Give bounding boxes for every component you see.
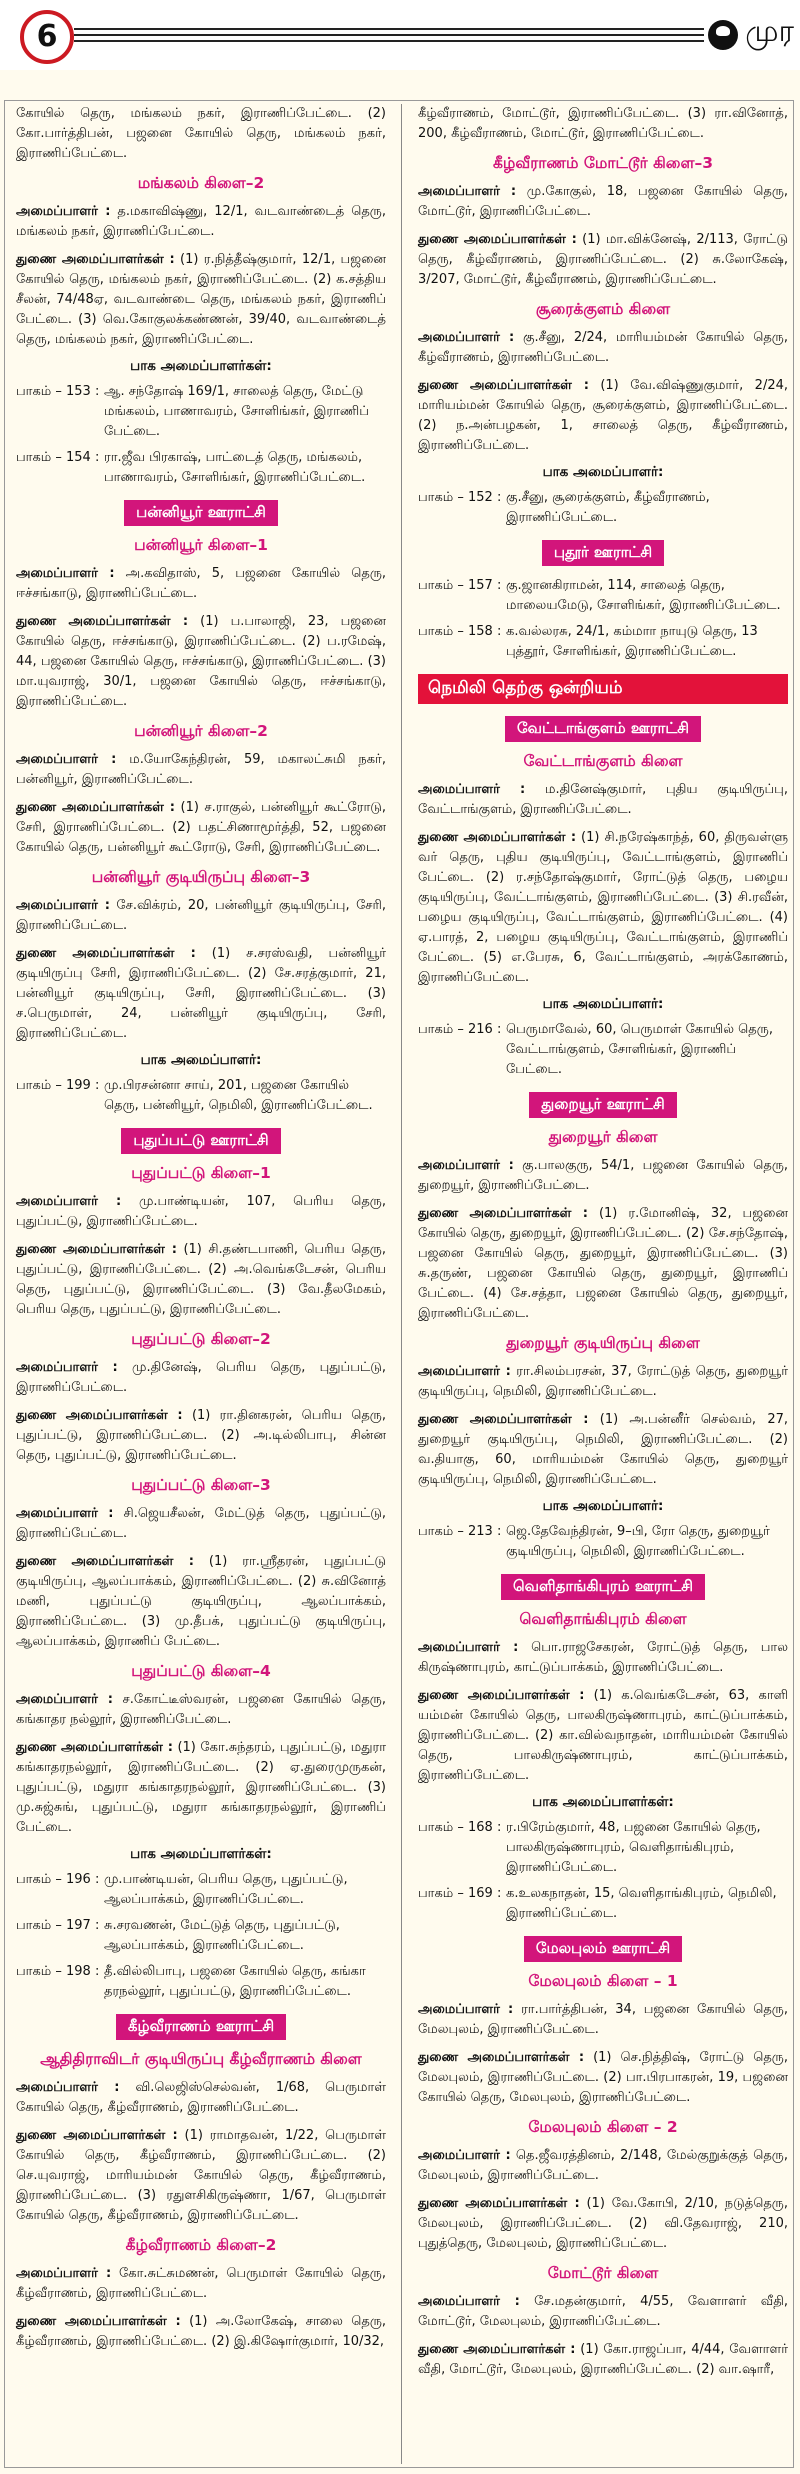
entry-text: கோயில் தெரு, மங்கலம் நகர், இராணிப்பேட்டை. (2) கோ.பார்த்திபன், பஜனை கோயில் தெரு, மங்கலம் நகர், இராணிப்பேட்டை. — [16, 106, 386, 161]
role-label: துணை அமைப்பாளர்கள் : — [418, 378, 589, 393]
entry-paragraph — [16, 944, 386, 1044]
entry-text: (1) ரா.ஸ்ரீதரன், புதுப்பட்டு குடியிருப்பு, ஆலப்பாக்கம், இராணிப்பேட்டை. (2) சு.வினோத் மணி, புதுப்பட்டு குடியிருப்பு, ஆலப்பாக்கம், இராணிப்பேட்டை. (3) மு.தீபக், புதுப்பட்டு குடியிருப்பு, ஆலப்பாக்கம், இராணிப் பேட்டை. — [16, 1554, 386, 1649]
role-label: அமைப்பாளர் : — [16, 752, 117, 767]
branch-heading: கீழ்வீராணம் மோட்டூர் கிளை–3 — [493, 154, 713, 172]
left-column — [16, 104, 386, 2360]
booth-row — [418, 1020, 788, 1080]
booth-row — [418, 1884, 788, 1924]
entry-text: மு.பாண்டியன், 107, பெரிய தெரு, புதுப்பட்டு, இராணிப்பேட்டை. — [16, 1194, 386, 1229]
role-label: அமைப்பாளர் : — [418, 330, 515, 345]
role-label: துணை அமைப்பாளர்கள் : — [418, 1206, 588, 1221]
entry-text: (1) வே.கோபி, 2/10, நடுத்தெரு, மேலபுலம், இராணிப்பேட்டை. (2) வி.தேவராஜ், 210, புதுத்தெரு, மேலபுலம், இராணிப்பேட்டை. — [418, 2196, 788, 2251]
booth-organisers-heading: பாக அமைப்பாளர்: — [140, 1052, 262, 1068]
entry-text: (1) ச.சரஸ்வதி, பன்னியூர் குடியிருப்பு சேரி, இராணிப்பேட்டை. (2) சே.சரத்குமார், 21, பன்னியூர் குடியிருப்பு, சேரி, இராணிப்பேட்டை. (3) ச.பெருமாள், 24, பன்னியூர் குடியிருப்பு, சேரி, இராணிப்பேட்டை. — [16, 946, 386, 1041]
role-label: துணை அமைப்பாளர்கள் : — [16, 2314, 181, 2329]
entry-paragraph — [418, 828, 788, 988]
role-label: துணை அமைப்பாளர்கள் : — [16, 946, 196, 961]
booth-organiser: க.வல்லரசு, 24/1, கம்மாா நாயுடு தெரு, 13 புத்தூர், சோளிங்கர், இராணிப்பேட்டை. — [506, 624, 758, 659]
booth-number: பாகம் – 154 : — [16, 450, 100, 465]
entry-paragraph — [418, 1362, 788, 1402]
entry-paragraph — [418, 1156, 788, 1196]
role-label: துணை அமைப்பாளர்கள் : — [16, 614, 189, 629]
role-label: துணை அமைப்பாளர்கள் : — [16, 2128, 178, 2143]
page-header — [0, 0, 800, 70]
branch-heading: பன்னியூர் கிளை–2 — [134, 722, 268, 740]
entry-paragraph — [418, 182, 788, 222]
entry-text: (1) வே.விஷ்ணுகுமார், 2/24, மாரியம்மன் கோயில் தெரு, சூரைக்குளம், இராணிப்பேட்டை. (2) ந.அன்பழகன், 1, சாலைத் தெரு, கீழ்வீராணம், இராணிப்பேட்டை. — [418, 378, 788, 453]
entry-text: (1) அ.பன்னீர் செல்வம், 27, துறையூர் குடியிருப்பு, நெமிலி, இராணிப்பேட்டை. (2) வ.தியாகு, 60, மாரியம்மன் கோயில் தெரு, துறையூர் குடியிருப்பு, நெமிலி, இராணிப்பேட்டை. — [418, 1412, 788, 1487]
branch-heading: மேலபுலம் கிளை – 2 — [528, 2118, 678, 2136]
entry-paragraph — [16, 2078, 386, 2118]
branch-heading: மேலபுலம் கிளை – 1 — [528, 1972, 678, 1990]
booth-row — [16, 1916, 386, 1956]
entry-text: கு.சீனு, 2/24, மாரியம்மன் கோயில் தெரு, கீழ்வீராணம், இராணிப்பேட்டை. — [418, 330, 788, 365]
branch-heading: மோட்டூர் கிளை — [547, 2264, 659, 2282]
booth-row — [418, 1522, 788, 1562]
entry-paragraph — [16, 896, 386, 936]
role-label: அமைப்பாளர் : — [418, 1158, 514, 1173]
entry-text: ம.தினேஷ்குமார், புதிய குடியிருப்பு, வேட்டாங்குளம், இராணிப்பேட்டை. — [418, 782, 788, 817]
booth-row — [16, 1870, 386, 1910]
panchayat-heading: துறையூர் ஊராட்சி — [529, 1092, 677, 1118]
panchayat-band — [16, 500, 386, 526]
branch-heading: வெளிதாங்கிபுரம் கிளை — [519, 1610, 687, 1628]
entry-text: (1) சி.நரேஷ்காந்த், 60, திருவள்ளு வர் தெரு, புதிய குடியிருப்பு, வேட்டாங்குளம், இராணிப் பேட்டை. (2) ர.சந்தோஷ்குமார், ரோட்டுத் தெரு, பழைய குடியிருப்பு, வேட்டாங்குளம், இராணிப்பேட்டை. (3) சி.ரவீன், பழைய குடியிருப்பு, வேட்டாங்குளம், இராணிப்பேட்டை. (4) ஏ.பாரத், 2, பழைய குடியிருப்பு, வேட்டாங்குளம், இராணிப் பேட்டை. (5) எ.பேரசு, 6, வேட்டாங்குளம், அரக்கோணம், இராணிப்பேட்டை. — [418, 830, 788, 985]
union-heading: நெமிலி தெற்கு ஒன்றியம் — [418, 674, 788, 704]
booth-row — [16, 382, 386, 442]
role-label: துணை அமைப்பாளர்கள் : — [418, 2342, 576, 2357]
role-label: துணை அமைப்பாளர்கள் : — [418, 1688, 585, 1703]
booth-row — [418, 622, 788, 662]
entry-paragraph — [16, 250, 386, 350]
entry-paragraph — [16, 1504, 386, 1544]
branch-heading: புதுப்பட்டு கிளை–4 — [131, 1662, 271, 1680]
booth-number: பாகம் – 153 : — [16, 384, 100, 399]
role-label: துணை அமைப்பாளர்கள் : — [418, 1412, 589, 1427]
entry-paragraph — [16, 1552, 386, 1652]
booth-organiser: ஆ. சந்தோஷ் 169/1, சாலைத் தெரு, மேட்டு மங்கலம், பாணாவரம், சோளிங்கர், இராணிப் பேட்டை. — [104, 384, 369, 439]
entry-text: ம.யோகேந்திரன், 59, மகாலட்சுமி நகர், பன்னியூர், இராணிப்பேட்டை. — [16, 752, 386, 787]
booth-row — [418, 1818, 788, 1878]
role-label: அமைப்பாளர் : — [16, 2080, 120, 2095]
booth-organiser: கு.ஜானகிராமன், 114, சாலைத் தெரு, மாலையமேடு, சோளிங்கர், இராணிப்பேட்டை. — [506, 578, 781, 613]
panchayat-band — [16, 1128, 386, 1154]
entry-paragraph — [418, 2340, 788, 2380]
branch-heading: துறையூர் கிளை — [548, 1128, 658, 1146]
entry-text: (1) ர.நித்தீஷ்குமார், 12/1, பஜனை கோயில் தெரு, மங்கலம் நகர், இராணிப்பேட்டை. (2) க.சத்திய சீலன், 74/48ஏ, வடவாண்டை தெரு, மங்கலம் நகர், இராணிப் பேட்டை. (3) வெ.கோகுலக்கண்ணன், 39/40, வடவாண்டைத் தெரு, மங்கலம் நகர், இராணிப்பேட்டை. — [16, 252, 386, 347]
role-label: துணை அமைப்பாளர்கள் : — [16, 1408, 183, 1423]
entry-text: அ.கவிதாஸ், 5, பஜனை கோயில் தெரு, ஈச்சங்காடு, இராணிப்பேட்டை. — [16, 566, 386, 601]
booth-organiser: மு.பிரசன்னா சாய், 201, பஜனை கோயில் தெரு, பன்னியூர், நெமிலி, இராணிப்பேட்டை. — [104, 1078, 373, 1113]
panchayat-band — [418, 540, 788, 566]
branch-heading: துறையூர் குடியிருப்பு கிளை — [506, 1334, 700, 1352]
entry-text: மு.கோகுல், 18, பஜனை கோயில் தெரு, மோட்டூர், இராணிப்பேட்டை. — [418, 184, 789, 219]
entry-paragraph — [16, 564, 386, 604]
right-column — [418, 104, 788, 2388]
entry-paragraph — [16, 2126, 386, 2226]
entry-text: (1) க.வெங்கடேசன், 63, காளி யம்மன் கோயில் தெரு, பாலகிருஷ்ணாபுரம், காட்டுப்பாக்கம், இராணிப்பேட்டை. (2) கா.வில்வநாதன், மாரியம்மன் கோயில் தெரு, பாலகிருஷ்ணாபுரம், காட்டுப்பாக்கம், இராணிப்பேட்டை. — [418, 1688, 788, 1783]
entry-paragraph — [16, 2312, 386, 2352]
entry-text: வி.லெஜிஸ்செல்வன், 1/68, பெருமாள் கோயில் தெரு, கீழ்வீராணம், இராணிப்பேட்டை. — [16, 2080, 386, 2115]
booth-number: பாகம் – 197 : — [16, 1918, 100, 1933]
booth-organisers-heading: பாக அமைப்பாளர்: — [542, 464, 664, 480]
entry-text: (1) கோ.சுந்தரம், புதுப்பட்டு, மதுரா கங்காதரநல்லூர், இராணிப்பேட்டை. (2) ஏ.துரைமுருகன், புதுப்பட்டு, மதுரா கங்காதரநல்லூர், இராணிப்பேட்டை. (3) மு.சுஜ்சுங், புதுப்பட்டு, மதுரா கங்காதரநல்லூர், இராணிப் பேட்டை. — [16, 1740, 386, 1835]
branch-heading: மங்கலம் கிளை–2 — [137, 174, 265, 192]
booth-number: பாகம் – 157 : — [418, 578, 502, 593]
panchayat-band — [16, 2014, 386, 2040]
panchayat-band — [418, 1936, 788, 1962]
role-label: அமைப்பாளர் : — [16, 898, 110, 913]
entry-paragraph — [16, 104, 386, 164]
branch-heading: சூரைக்குளம் கிளை — [535, 300, 671, 318]
booth-row — [16, 448, 386, 488]
entry-text: த.மகாவிஷ்ணு, 12/1, வடவாண்டைத் தெரு, மங்கலம் நகர், இராணிப்பேட்டை. — [16, 204, 386, 239]
entry-text: கோ.சுட்சுமணன், பெருமாள் கோயில் தெரு, கீழ்வீராணம், இராணிப்பேட்டை. — [16, 2266, 386, 2301]
entry-paragraph — [16, 2264, 386, 2304]
entry-paragraph — [16, 1690, 386, 1730]
entry-paragraph — [16, 750, 386, 790]
entry-paragraph — [418, 1686, 788, 1786]
panchayat-heading: புதுப்பட்டு ஊராட்சி — [121, 1128, 280, 1154]
entry-paragraph — [418, 1410, 788, 1490]
entry-paragraph — [16, 798, 386, 858]
entry-text: (1) கோ.ராஜப்பா, 4/44, வேளாளர் வீதி, மோட்டூர், மேலபுலம், இராணிப்பேட்டை. (2) வா.ஷாரீ, — [418, 2342, 788, 2377]
entry-text: சி.ஜெயசீலன், மேட்டுத் தெரு, புதுப்பட்டு, இராணிப்பேட்டை. — [16, 1506, 386, 1541]
panchayat-heading: கீழ்வீராணம் ஊராட்சி — [116, 2014, 286, 2040]
role-label: அமைப்பாளர் : — [418, 2148, 511, 2163]
masthead-logo-icon — [708, 20, 738, 50]
entry-text: (1) ராமாதவன், 1/22, பெருமாள் கோயில் தெரு, கீழ்வீராணம், இராணிப்பேட்டை. (2) செ.யுவராஜ், மாரியம்மன் கோயில் தெரு, கீழ்வீராணம், இராணிப்பேட்டை. (3) ரதுளசிகிருஷ்ணா, 1/67, பெருமாள் கோயில் தெரு, கீழ்வீராணம், இராணிப்பேட்டை. — [16, 2128, 386, 2223]
role-label: அமைப்பாளர் : — [418, 1640, 519, 1655]
entry-text: (1) ரா.தினகரன், பெரிய தெரு, புதுப்பட்டு, இராணிப்பேட்டை. (2) அ.டில்லிபாபு, சின்ன தெரு, புதுப்பட்டு, இராணிப்பேட்டை. — [16, 1408, 386, 1463]
booth-organiser: ஜெ.தேவேந்திரன், 9–பி, ரோ தெரு, துறையூர் குடியிருப்பு, நெமிலி, இராணிப்பேட்டை. — [506, 1524, 770, 1559]
booth-organiser: கு.சீனு, சூரைக்குளம், கீழ்வீராணம், இராணிப்பேட்டை. — [506, 490, 710, 525]
entry-text: கீழ்வீராணம், மோட்டூர், இராணிப்பேட்டை. (3) ரா.வினோத், 200, கீழ்வீராணம், மோட்டூர், இராணிப்பேட்டை. — [418, 106, 788, 141]
entry-paragraph — [418, 780, 788, 820]
role-label: துணை அமைப்பாளர்கள் : — [16, 800, 175, 815]
header-rule — [74, 28, 704, 30]
booth-number: பாகம் – 158 : — [418, 624, 502, 639]
entry-paragraph — [16, 1406, 386, 1466]
role-label: அமைப்பாளர் : — [418, 1364, 511, 1379]
entry-text: ரா.சிலம்பரசன், 37, ரோட்டுத் தெரு, துறையூர் குடியிருப்பு, நெமிலி, இராணிப்பேட்டை. — [418, 1364, 788, 1399]
booth-number: பாகம் – 169 : — [418, 1886, 502, 1901]
entry-paragraph — [16, 1240, 386, 1320]
entry-paragraph — [418, 1638, 788, 1678]
branch-heading: புதுப்பட்டு கிளை–2 — [131, 1330, 271, 1348]
entry-paragraph — [16, 1738, 386, 1838]
entry-text: ச.கோட்டீஸ்வரன், பஜனை கோயில் தெரு, கங்காதர நல்லூர், இராணிப்பேட்டை. — [16, 1692, 386, 1727]
role-label: துணை அமைப்பாளர்கள் : — [16, 252, 175, 267]
role-label: அமைப்பாளர் : — [16, 1360, 118, 1375]
entry-paragraph — [418, 2292, 788, 2332]
role-label: துணை அமைப்பாளர்கள் : — [418, 830, 577, 845]
entry-paragraph — [418, 328, 788, 368]
role-label: அமைப்பாளர் : — [16, 1692, 113, 1707]
booth-organisers-heading: பாக அமைப்பாளர்: — [542, 996, 664, 1012]
booth-organiser: பெருமாவேல், 60, பெருமாள் கோயில் தெரு, வேட்டாங்குளம், சோளிங்கர், இராணிப் பேட்டை. — [506, 1022, 773, 1077]
booth-row — [418, 488, 788, 528]
branch-heading: கீழ்வீராணம் கிளை–2 — [125, 2236, 277, 2254]
booth-number: பாகம் – 152 : — [418, 490, 502, 505]
booth-organisers-heading: பாக அமைப்பாளர்கள்: — [130, 1846, 272, 1862]
booth-number: பாகம் – 216 : — [418, 1022, 502, 1037]
entry-paragraph — [418, 1204, 788, 1324]
booth-row — [16, 1076, 386, 1116]
role-label: துணை அமைப்பாளர்கள் : — [418, 232, 577, 247]
entry-paragraph — [16, 202, 386, 242]
entry-paragraph — [16, 1358, 386, 1398]
page-number: 6 — [20, 10, 74, 64]
panchayat-heading: மேலபுலம் ஊராட்சி — [524, 1936, 682, 1962]
entry-text: தெ.ஜீவரத்தினம், 2/148, மேல்குறுக்குத் தெரு, மேலபுலம், இராணிப்பேட்டை. — [418, 2148, 788, 2183]
booth-number: பாகம் – 213 : — [418, 1524, 502, 1539]
entry-text: பொ.ராஜசேகரன், ரோட்டுத் தெரு, பால கிருஷ்ணாபுரம், காட்டுப்பாக்கம், இராணிப்பேட்டை. — [418, 1640, 788, 1675]
booth-row — [16, 1962, 386, 2002]
booth-organisers-heading: பாக அமைப்பாளர்கள்: — [130, 358, 272, 374]
role-label: அமைப்பாளர் : — [16, 566, 115, 581]
booth-number: பாகம் – 196 : — [16, 1872, 100, 1887]
role-label: துணை அமைப்பாளர்கள் : — [16, 1740, 173, 1755]
booth-organisers-heading: பாக அமைப்பாளர்: — [542, 1498, 664, 1514]
branch-heading: புதுப்பட்டு கிளை–1 — [131, 1164, 271, 1182]
entry-text: கு.பாலகுரு, 54/1, பஜனை கோயில் தெரு, துறையூர், இராணிப்பேட்டை. — [418, 1158, 788, 1193]
branch-heading: பன்னியூர் குடியிருப்பு கிளை–3 — [91, 868, 311, 886]
panchayat-heading: பன்னியூர் ஊராட்சி — [124, 500, 278, 526]
masthead-title: முர — [745, 14, 794, 49]
role-label: அமைப்பாளர் : — [16, 1194, 122, 1209]
panchayat-heading: வெளிதாங்கிபுரம் ஊராட்சி — [501, 1574, 705, 1600]
entry-text: (1) ர.மோனிஷ், 32, பஜனை கோயில் தெரு, துறையூர், இராணிப்பேட்டை. (2) சே.சந்தோஷ், பஜனை கோயில் தெரு, துறையூர், இராணிப்பேட்டை. (3) சு.தருண், பஜனை கோயில் தெரு, துறையூர், இராணிப் பேட்டை. (4) சே.சத்தா, பஜனை கோயில் தெரு, துறையூர், இராணிப்பேட்டை. — [418, 1206, 788, 1321]
entry-text: (1) ப.பாலாஜி, 23, பஜனை கோயில் தெரு, ஈச்சங்காடு, இராணிப்பேட்டை. (2) ப.ரமேஷ், 44, பஜனை கோயில் தெரு, ஈச்சங்காடு, இராணிப்பேட்டை. (3) மா.யுவராஜ், 30/1, பஜனை கோயில் தெரு, ஈச்சங்காடு, இராணிப்பேட்டை. — [16, 614, 386, 709]
role-label: அமைப்பாளர் : — [16, 2266, 112, 2281]
panchayat-heading: வேட்டாங்குளம் ஊராட்சி — [505, 716, 701, 742]
role-label: அமைப்பாளர் : — [418, 2294, 520, 2309]
branch-heading: ஆதிதிராவிடர் குடியிருப்பு கீழ்வீராணம் கிளை — [40, 2050, 362, 2068]
header-rule — [74, 34, 704, 36]
role-label: துணை அமைப்பாளர்கள் : — [16, 1554, 194, 1569]
entry-text: (1) செ.நித்திஷ், ரோட்டு தெரு, மேலபுலம், இராணிப்பேட்டை. (2) பா.பிரபாகரன், 19, பஜனை கோயில் தெரு, மேலபுலம், இராணிப்பேட்டை. — [418, 2050, 788, 2105]
booth-organiser: ர.பிரேம்குமார், 48, பஜனை கோயில் தெரு, பாலகிருஷ்ணாபுரம், வெளிதாங்கிபுரம், இராணிப்பேட்டை. — [506, 1820, 761, 1875]
panchayat-band — [418, 1574, 788, 1600]
header-rule — [74, 40, 704, 42]
panchayat-band — [418, 1092, 788, 1118]
branch-heading: பன்னியூர் கிளை–1 — [134, 536, 268, 554]
role-label: அமைப்பாளர் : — [418, 2002, 514, 2017]
booth-number: பாகம் – 168 : — [418, 1820, 502, 1835]
booth-row — [418, 576, 788, 616]
entry-paragraph — [418, 2048, 788, 2108]
entry-paragraph — [418, 2194, 788, 2254]
entry-paragraph — [418, 376, 788, 456]
entry-paragraph — [418, 230, 788, 290]
panchayat-band — [418, 716, 788, 742]
entry-paragraph — [418, 2000, 788, 2040]
booth-organiser: சு.சரவணன், மேட்டுத் தெரு, புதுப்பட்டு, ஆலப்பாக்கம், இராணிப்பேட்டை. — [104, 1918, 340, 1953]
entry-paragraph — [16, 1192, 386, 1232]
entry-text: சே.மதன்குமார், 4/55, வேளாளர் வீதி, மோட்டூர், மேலபுலம், இராணிப்பேட்டை. — [418, 2294, 788, 2329]
booth-number: பாகம் – 199 : — [16, 1078, 100, 1093]
role-label: அமைப்பாளர் : — [418, 782, 526, 797]
role-label: அமைப்பாளர் : — [418, 184, 517, 199]
booth-organiser: க.உலகநாதன், 15, வெளிதாங்கிபுரம், நெமிலி, இராணிப்பேட்டை. — [506, 1886, 777, 1921]
role-label: துணை அமைப்பாளர்கள் : — [418, 2196, 580, 2211]
entry-text: (1) சி.தண்டபாணி, பெரிய தெரு, புதுப்பட்டு, இராணிப்பேட்டை. (2) அ.வெங்கடேசன், பெரிய தெரு, புதுப்பட்டு, இராணிப்பேட்டை. (3) வே.தீலமேகம், பெரிய தெரு, புதுப்பட்டு, இராணிப்பேட்டை. — [16, 1242, 386, 1317]
role-label: துணை அமைப்பாளர்கள் : — [16, 1242, 177, 1257]
booth-organiser: மு.பாண்டியன், பெரிய தெரு, புதுப்பட்டு, ஆலப்பாக்கம், இராணிப்பேட்டை. — [104, 1872, 348, 1907]
entry-text: ரா.பார்த்திபன், 34, பஜனை கோயில் தெரு, மேலபுலம், இராணிப்பேட்டை. — [418, 2002, 788, 2037]
booth-organisers-heading: பாக அமைப்பாளர்கள்: — [532, 1794, 674, 1810]
entry-text: (1) ச.ராகுல், பன்னியூர் கூட்ரோடு, சேரி, இராணிப்பேட்டை. (2) பதட்சிணாமூர்த்தி, 52, பஜனை கோயில் தெரு, பன்னியூர் கூட்ரோடு, சேரி, இராணிப்பேட்டை. — [16, 800, 386, 855]
branch-heading: வேட்டாங்குளம் கிளை — [523, 752, 683, 770]
booth-number: பாகம் – 198 : — [16, 1964, 100, 1979]
entry-text: (1) மா.விக்னேஷ், 2/113, ரோட்டு தெரு, கீழ்வீராணம், இராணிப்பேட்டை. (2) சு.லோகேஷ், 3/207, மோட்டூர், கீழ்வீராணம், இராணிப்பேட்டை. — [418, 232, 788, 287]
panchayat-heading: புதூர் ஊராட்சி — [542, 540, 664, 566]
role-label: அமைப்பாளர் : — [16, 204, 111, 219]
entry-paragraph — [418, 2146, 788, 2186]
branch-heading: புதுப்பட்டு கிளை–3 — [131, 1476, 271, 1494]
entry-text: மு.தினேஷ், பெரிய தெரு, புதுப்பட்டு, இராணிப்பேட்டை. — [16, 1360, 386, 1395]
entry-text: சே.விக்ரம், 20, பன்னியூர் குடியிருப்பு, சேரி, இராணிப்பேட்டை. — [16, 898, 386, 933]
column-divider — [401, 104, 402, 2464]
booth-organiser: தீ.வில்லிபாபு, பஜனை கோயில் தெரு, கங்கா தரநல்லூர், புதுப்பட்டு, இராணிப்பேட்டை. — [104, 1964, 366, 1999]
entry-paragraph — [16, 612, 386, 712]
entry-text: (1) அ.லோகேஷ், சாலை தெரு, கீழ்வீராணம், இராணிப்பேட்டை. (2) இ.கிஷோர்குமார், 10/32, — [16, 2314, 386, 2349]
entry-paragraph — [418, 104, 788, 144]
role-label: துணை அமைப்பாளர்கள் : — [418, 2050, 585, 2065]
booth-organiser: ரா.ஜீவ பிரகாஷ், பாட்டைத் தெரு, மங்கலம், பாணாவரம், சோளிங்கர், இராணிப்பேட்டை. — [104, 450, 366, 485]
role-label: அமைப்பாளர் : — [16, 1506, 114, 1521]
